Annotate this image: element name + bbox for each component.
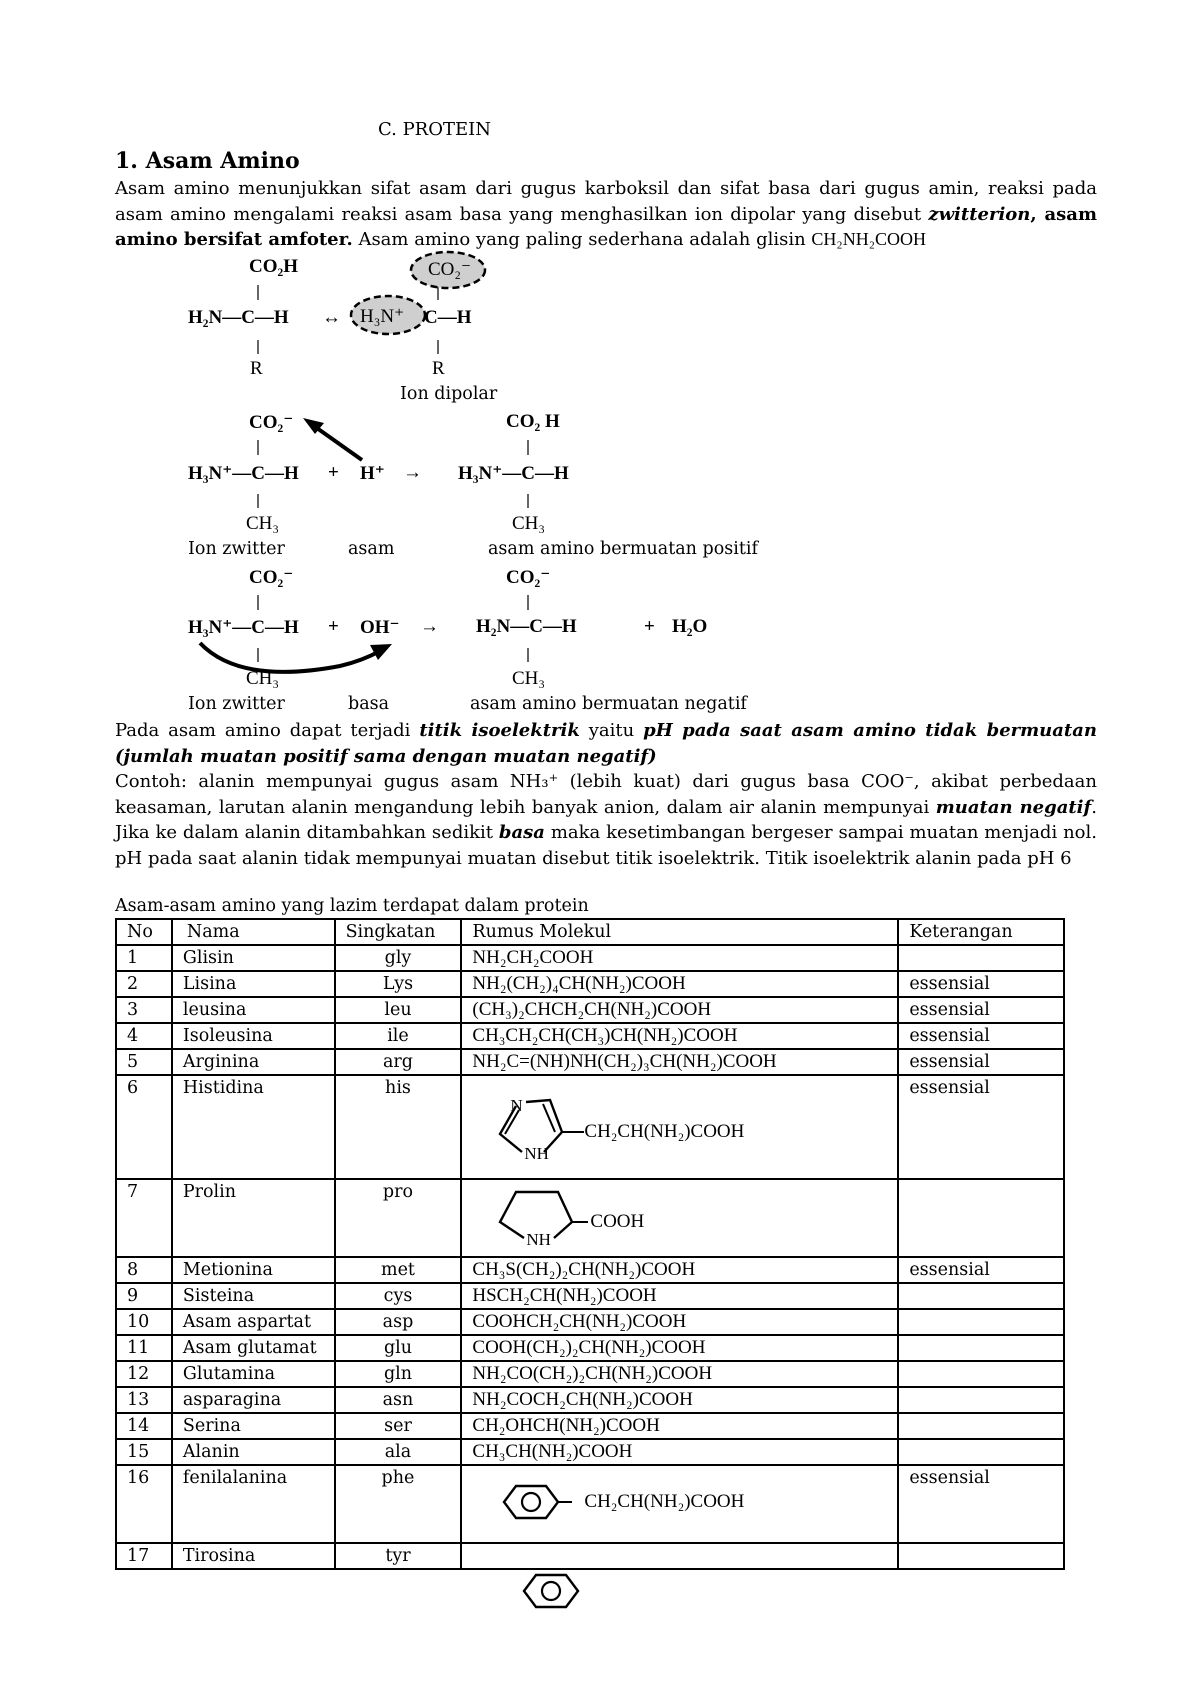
r2-caption-3: asam amino bermuatan positif — [488, 539, 758, 559]
table-row — [116, 1283, 1064, 1309]
alanin-basa: basa — [498, 822, 545, 843]
r3-bot-left: CH₃ — [246, 668, 280, 689]
cell-ket: essensial — [898, 1049, 1064, 1075]
cell-ket: essensial — [898, 1023, 1064, 1049]
cell-ket: essensial — [898, 1075, 1064, 1179]
r2-caption-1: Ion zwitter — [188, 539, 285, 559]
cell-rumus: NH₂C=(NH)NH(CH₂)₃CH(NH₂)COOH — [461, 1049, 898, 1075]
cell-singkatan: ala — [335, 1439, 462, 1465]
table-row — [116, 1387, 1064, 1413]
arrow-head — [370, 644, 392, 660]
cell-rumus: NH₂(CH₂)₄CH(NH₂)COOH — [461, 971, 898, 997]
r3-product-water: H₂O — [672, 616, 708, 637]
r2-arrow: → — [403, 462, 422, 483]
isoelectric-definition — [115, 718, 1097, 769]
r1-r-right: R — [432, 358, 445, 379]
cell-nama: Metionina — [172, 1257, 335, 1283]
cell-ket — [898, 1283, 1064, 1309]
cell-singkatan: ile — [335, 1023, 462, 1049]
r2-top-left: CO₂⁻ — [249, 412, 294, 433]
cell-singkatan: ser — [335, 1413, 462, 1439]
header-keterangan: Keterangan — [898, 919, 1064, 945]
cell-ket — [898, 1413, 1064, 1439]
r2-mid-right: H₃N⁺—C—H — [458, 463, 569, 484]
r3-top-right: CO₂⁻ — [506, 567, 551, 588]
r1-ion-rest: C—H — [424, 307, 472, 328]
r3-caption-1: Ion zwitter — [188, 694, 285, 714]
cell-singkatan: glu — [335, 1335, 462, 1361]
cell-nama: Sisteina — [172, 1283, 335, 1309]
r3-caption-3: asam amino bermuatan negatif — [470, 694, 747, 714]
cell-nama: leusina — [172, 997, 335, 1023]
cell-no: 7 — [116, 1179, 172, 1257]
r1-caption: Ion dipolar — [400, 384, 498, 404]
cell-ket — [898, 1335, 1064, 1361]
tyrosine-benzene-ring-icon — [520, 1570, 584, 1614]
histidine-nh-label: NH — [524, 1144, 549, 1163]
r1-mid: H₂N—C—H — [188, 307, 289, 328]
section-title: C. PROTEIN — [378, 119, 492, 140]
cell-singkatan: his — [335, 1075, 462, 1179]
cell-rumus — [461, 1543, 898, 1569]
cell-rumus: HSCH₂CH(NH₂)COOH — [461, 1283, 898, 1309]
cell-nama: asparagina — [172, 1387, 335, 1413]
cell-no: 12 — [116, 1361, 172, 1387]
curved-arrow — [200, 643, 382, 672]
cell-nama: Serina — [172, 1413, 335, 1439]
alanin-text-1: Contoh: alanin mempunyai gugus asam NH₃⁺ (lebih kuat) dari gugus basa COO⁻, akibat perbedaan keasaman, larutan alanin mengandung lebih banyak anion, dalam air alanin mempunyai — [115, 771, 1097, 818]
amino-acid-table — [115, 918, 1065, 1570]
cell-singkatan: tyr — [335, 1543, 462, 1569]
proline-chain: COOH — [590, 1211, 645, 1232]
cell-rumus: (CH₃)₂CHCH₂CH(NH₂)COOH — [461, 997, 898, 1023]
cell-no: 6 — [116, 1075, 172, 1179]
table-row — [116, 1439, 1064, 1465]
cell-singkatan: cys — [335, 1283, 462, 1309]
cell-rumus: NH₂COCH₂CH(NH₂)COOH — [461, 1387, 898, 1413]
header-singkatan: Singkatan — [335, 919, 462, 945]
r2-reagent: H⁺ — [360, 463, 385, 484]
cell-nama: Asam aspartat — [172, 1309, 335, 1335]
cell-singkatan: gln — [335, 1361, 462, 1387]
alanin-text-3: maka kesetimbangan bergeser sampai muatan menjadi nol. pH pada saat alanin tidak mempunyai muatan disebut titik isoelektrik. Titik isoelektrik alanin pada pH 6 — [115, 822, 1097, 869]
r2-caption-2: asam — [348, 539, 395, 559]
table-caption: Asam-asam amino yang lazim terdapat dalam protein — [115, 896, 589, 916]
cell-ket: essensial — [898, 1257, 1064, 1283]
cell-singkatan: arg — [335, 1049, 462, 1075]
cell-singkatan: asp — [335, 1309, 462, 1335]
cell-no: 17 — [116, 1543, 172, 1569]
cell-rumus: CH₃CH(NH₂)COOH — [461, 1439, 898, 1465]
cell-no: 3 — [116, 997, 172, 1023]
cell-nama: Arginina — [172, 1049, 335, 1075]
cell-singkatan: Lys — [335, 971, 462, 997]
cell-rumus: COOHCH₂CH(NH₂)COOH — [461, 1309, 898, 1335]
cell-rumus: CH₂OHCH(NH₂)COOH — [461, 1413, 898, 1439]
table-row — [116, 971, 1064, 997]
cell-nama: Tirosina — [172, 1543, 335, 1569]
table-row — [116, 1075, 1064, 1179]
table-row — [116, 1335, 1064, 1361]
header-no: No — [116, 919, 172, 945]
cell-rumus-structure — [461, 1465, 898, 1543]
r3-plus-2: + — [644, 616, 655, 637]
cell-no: 9 — [116, 1283, 172, 1309]
table-row — [116, 1413, 1064, 1439]
cell-nama: Prolin — [172, 1179, 335, 1257]
intro-text-1: Asam amino menunjukkan sifat asam dari gugus karboksil dan sifat basa dari gugus amin, reaksi pada asam amino mengalami reaksi asam basa yang menghasilkan ion dipolar yang disebut — [115, 178, 1097, 225]
cell-singkatan: leu — [335, 997, 462, 1023]
cell-no: 15 — [116, 1439, 172, 1465]
cell-ket — [898, 1387, 1064, 1413]
cell-no: 10 — [116, 1309, 172, 1335]
alanin-negative: muatan negatif — [935, 796, 1092, 818]
header-rumus: Rumus Molekul — [461, 919, 898, 945]
cell-no: 4 — [116, 1023, 172, 1049]
table-row — [116, 1543, 1064, 1569]
alanin-text-2: . Jika ke dalam alanin ditambahkan sedikit — [115, 796, 1097, 843]
phenylalanine-chain: CH₂CH(NH₂)COOH — [584, 1491, 745, 1512]
r1-ion-co2: CO₂⁻ — [428, 259, 472, 280]
cell-ket — [898, 1361, 1064, 1387]
table-row — [116, 1023, 1064, 1049]
iso-term: titik isoelektrik — [419, 720, 580, 741]
r2-top-right: CO₂ H — [506, 411, 560, 432]
table-row — [116, 945, 1064, 971]
cell-rumus: COOH(CH₂)₂CH(NH₂)COOH — [461, 1335, 898, 1361]
cell-no: 11 — [116, 1335, 172, 1361]
iso-text-2: yaitu — [579, 720, 644, 741]
r1-top: CO₂H — [249, 256, 298, 277]
cell-no: 16 — [116, 1465, 172, 1543]
cell-no: 2 — [116, 971, 172, 997]
r3-arrow: → — [420, 616, 439, 637]
cell-singkatan: pro — [335, 1179, 462, 1257]
cell-ket — [898, 1309, 1064, 1335]
cell-no: 8 — [116, 1257, 172, 1283]
cell-nama: Histidina — [172, 1075, 335, 1179]
cell-singkatan: gly — [335, 945, 462, 971]
cell-nama: Glisin — [172, 945, 335, 971]
cell-ket — [898, 1179, 1064, 1257]
proline-nh-label: NH — [526, 1230, 551, 1249]
cell-nama: fenilalanina — [172, 1465, 335, 1543]
intro-text-2: Asam amino yang paling sederhana adalah glisin — [352, 229, 812, 250]
cell-nama: Isoleusina — [172, 1023, 335, 1049]
cell-ket — [898, 1543, 1064, 1569]
cell-no: 13 — [116, 1387, 172, 1413]
cell-nama: Glutamina — [172, 1361, 335, 1387]
histidine-chain: CH₂CH(NH₂)COOH — [584, 1121, 745, 1142]
histidine-structure — [472, 1076, 897, 1176]
cell-singkatan: met — [335, 1257, 462, 1283]
reaction-diagram-graphics — [0, 0, 1200, 720]
proton-transfer-arrow — [314, 426, 362, 460]
cell-singkatan: phe — [335, 1465, 462, 1543]
intro-zwitterion: zwitterion — [928, 203, 1031, 225]
iso-definition: pH pada saat asam amino tidak bermuatan (jumlah muatan positif sama dengan muatan negatif) — [115, 720, 1097, 767]
table-header-row — [116, 919, 1064, 945]
cell-ket — [898, 945, 1064, 971]
cell-nama: Lisina — [172, 971, 335, 997]
cell-rumus: NH₂CH₂COOH — [461, 945, 898, 971]
cell-nama: Asam glutamat — [172, 1335, 335, 1361]
r2-plus: + — [328, 462, 339, 483]
table-row — [116, 1465, 1064, 1543]
phenylalanine-structure — [472, 1466, 897, 1540]
r1-arrow: ↔ — [322, 307, 341, 328]
r2-mid-left: H₃N⁺—C—H — [188, 463, 299, 484]
r3-plus: + — [328, 616, 339, 637]
cell-rumus-structure — [461, 1179, 898, 1257]
alanin-example — [115, 769, 1097, 871]
cell-singkatan: asn — [335, 1387, 462, 1413]
r3-bot-right: CH₃ — [512, 668, 546, 689]
cell-rumus: CH₃S(CH₂)₂CH(NH₂)COOH — [461, 1257, 898, 1283]
page-heading: 1. Asam Amino — [115, 148, 300, 174]
intro-amfoter: , asam amino bersifat amfoter. — [115, 203, 1097, 250]
r3-mid-left: H₃N⁺—C—H — [188, 617, 299, 638]
iso-text-1: Pada asam amino dapat terjadi — [115, 720, 420, 741]
table-row — [116, 1309, 1064, 1335]
cell-rumus: CH₃CH₂CH(CH₃)CH(NH₂)COOH — [461, 1023, 898, 1049]
table-row — [116, 1179, 1064, 1257]
cell-rumus-structure — [461, 1075, 898, 1179]
r2-bot-right: CH₃ — [512, 513, 546, 534]
r1-r-left: R — [250, 358, 263, 379]
cell-no: 1 — [116, 945, 172, 971]
proline-structure — [472, 1180, 897, 1254]
cell-ket: essensial — [898, 1465, 1064, 1543]
r3-reagent: OH⁻ — [360, 617, 400, 638]
r3-caption-2: basa — [348, 694, 390, 714]
cell-nama: Alanin — [172, 1439, 335, 1465]
cell-no: 14 — [116, 1413, 172, 1439]
intro-formula: CH₂NH₂COOH — [811, 229, 926, 249]
r1-ion-h3n: H₃N⁺ — [360, 306, 405, 327]
table-row — [116, 997, 1064, 1023]
cell-ket — [898, 1439, 1064, 1465]
r2-bot-left: CH₃ — [246, 513, 280, 534]
histidine-n-label: N — [510, 1096, 523, 1115]
table-row — [116, 1361, 1064, 1387]
cell-rumus: NH₂CO(CH₂)₂CH(NH₂)COOH — [461, 1361, 898, 1387]
r3-mid-right: H₂N—C—H — [476, 616, 577, 637]
table-row — [116, 1257, 1064, 1283]
table-row — [116, 1049, 1064, 1075]
cell-ket: essensial — [898, 971, 1064, 997]
r3-top-left: CO₂⁻ — [249, 567, 294, 588]
cell-no: 5 — [116, 1049, 172, 1075]
cell-ket: essensial — [898, 997, 1064, 1023]
header-nama: Nama — [172, 919, 335, 945]
